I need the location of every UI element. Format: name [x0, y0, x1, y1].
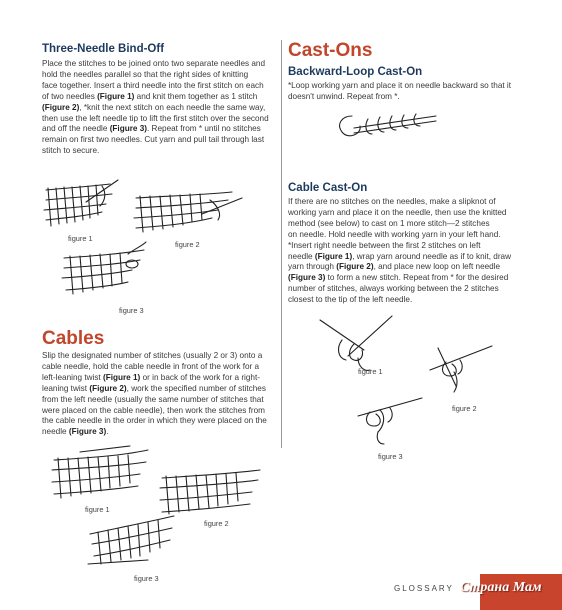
text-run: were placed on the cable needle), then work the stitches from: [42, 405, 266, 415]
text-line: [288, 295, 556, 306]
text-run: closest to the tip of the left needle.: [288, 295, 413, 305]
backward-loop-illustration: [334, 110, 438, 150]
cables-figure-3-illustration: [88, 514, 178, 570]
text-run: from the left needle (usually the same number of stitches that: [42, 394, 264, 404]
text-run: , wrap yarn around needle as if to knit, draw: [352, 251, 512, 261]
text-run: number of stitches, always working between the 2 stitches: [288, 284, 499, 294]
text-line: [42, 124, 282, 135]
cables-figure-2-caption: figure 2: [204, 519, 229, 528]
backward-loop-body: [288, 81, 556, 103]
text-run: , and place new loop on left needle: [373, 262, 501, 272]
text-line: [42, 373, 282, 384]
text-run: the cable needle in the order in which they were placed on the: [42, 416, 267, 426]
cable-cast-on-figure-1-illustration: [318, 314, 398, 374]
text-line: [42, 362, 282, 373]
figure-reference: (Figure 2): [89, 383, 127, 393]
watermark-text: Страна Мам: [460, 580, 542, 595]
text-line: [288, 252, 556, 263]
figure-reference: (Figure 3): [109, 124, 147, 134]
text-run: and knit them together as 1 stitch: [134, 91, 258, 101]
text-run: or in back of the work for a right-: [140, 372, 260, 382]
cables-figure-3-caption: figure 3: [134, 574, 159, 583]
text-line: [42, 70, 282, 81]
cable-cast-on-body: [288, 197, 556, 306]
cable-cast-on-figure-1-caption: figure 1: [358, 367, 383, 376]
backward-loop-title: Backward-Loop Cast-On: [288, 66, 423, 78]
text-run: stitch to secure.: [42, 146, 100, 156]
text-line: [288, 241, 556, 252]
three-needle-figure-1-illustration: [40, 180, 120, 232]
text-run: remain on first two needles. Cut yarn and pull tail through last: [42, 135, 265, 145]
text-run: doesn't unwind. Repeat from *.: [288, 91, 400, 101]
text-line: [42, 59, 282, 70]
text-run: on needle. Hold needle with working yarn in your left hand.: [288, 229, 501, 239]
text-run: yarn through: [288, 262, 337, 272]
three-needle-figure-3-caption: figure 3: [119, 306, 144, 315]
text-run: needle: [42, 427, 69, 437]
cables-title: Cables: [42, 328, 105, 349]
text-line: [288, 262, 556, 273]
cable-cast-on-figure-3-illustration: [356, 398, 426, 448]
text-run: to form a new stitch. Repeat from * for the desired: [325, 273, 509, 283]
text-line: [42, 135, 282, 146]
three-needle-title: Three-Needle Bind-Off: [42, 43, 165, 55]
text-line: [288, 230, 556, 241]
text-line: [288, 284, 556, 295]
text-line: [288, 92, 556, 103]
three-needle-body: [42, 59, 282, 157]
text-line: [288, 208, 556, 219]
text-line: [42, 114, 282, 125]
text-line: [288, 273, 556, 284]
text-line: [288, 219, 556, 230]
cables-figure-1-caption: figure 1: [85, 505, 110, 514]
text-run: needle: [288, 251, 315, 261]
text-run: . Repeat from * until no stitches: [147, 124, 261, 134]
three-needle-figure-1-caption: figure 1: [68, 234, 93, 243]
text-run: If there are no stitches on the needles, make a slipknot of: [288, 197, 496, 206]
figure-reference: (Figure 2): [42, 102, 80, 112]
text-line: [288, 197, 556, 208]
cables-figure-2-illustration: [158, 466, 264, 520]
text-line: [42, 146, 282, 157]
text-line: [42, 92, 282, 103]
text-run: Slip the designated number of stitches (usually 2 or 3) onto a: [42, 351, 263, 360]
text-line: [42, 416, 282, 427]
text-run: left-leaning twist: [42, 372, 103, 382]
cable-cast-on-figure-3-caption: figure 3: [378, 452, 403, 461]
cables-figure-1-illustration: [50, 446, 152, 504]
figure-reference: (Figure 1): [97, 91, 135, 101]
figure-reference: (Figure 3): [288, 273, 326, 283]
text-line: [42, 351, 282, 362]
text-run: then use the left needle tip to lift the first stitch over the second: [42, 113, 269, 123]
three-needle-figure-3-illustration: [62, 242, 152, 302]
text-run: *Loop working yarn and place it on needle backward so that it: [288, 81, 512, 90]
text-line: [288, 81, 556, 92]
text-run: method (see below) to cast on 1 more stitch—2 stitches: [288, 218, 490, 228]
cable-cast-on-figure-2-caption: figure 2: [452, 404, 477, 413]
cast-ons-title: Cast-Ons: [288, 40, 373, 61]
cable-cast-on-title: Cable Cast-On: [288, 182, 368, 194]
text-run: cable needle, hold the cable needle in front of the work for a: [42, 361, 260, 371]
text-line: [42, 406, 282, 417]
text-run: leaning twist: [42, 383, 90, 393]
text-run: of two needles: [42, 91, 98, 101]
text-run: working yarn and place it on the needle, then use the knitted: [288, 207, 507, 217]
text-line: [42, 103, 282, 114]
figure-reference: (Figure 3): [68, 427, 107, 437]
figure-reference: (Figure 2): [336, 262, 374, 272]
text-run: Place the stitches to be joined onto two separate needles and: [42, 59, 266, 68]
text-run: hold the needles parallel so that the right sides of knitting: [42, 69, 249, 79]
column-divider: [281, 40, 282, 448]
text-run: and off the needle: [42, 124, 110, 134]
cable-cast-on-figure-2-illustration: [428, 346, 498, 402]
figure-reference: (Figure 1): [102, 372, 141, 382]
glossary-label: GLOSSARY: [394, 584, 454, 593]
text-line: [42, 384, 282, 395]
cables-body: [42, 351, 282, 438]
three-needle-figure-2-illustration: [132, 190, 244, 240]
text-run: , *knit the next stitch on each needle the same way,: [79, 102, 266, 112]
text-run: .: [106, 427, 109, 437]
figure-reference: (Figure 1): [314, 251, 353, 261]
text-run: *Insert right needle between the first 2 stitches on left: [288, 240, 481, 250]
three-needle-figure-2-caption: figure 2: [175, 240, 200, 249]
text-run: face together. Insert a third needle into the first stitch on each: [42, 80, 264, 90]
text-line: [42, 395, 282, 406]
text-line: [42, 81, 282, 92]
text-run: , work the specified number of stitches: [126, 383, 266, 393]
text-line: [42, 427, 282, 438]
